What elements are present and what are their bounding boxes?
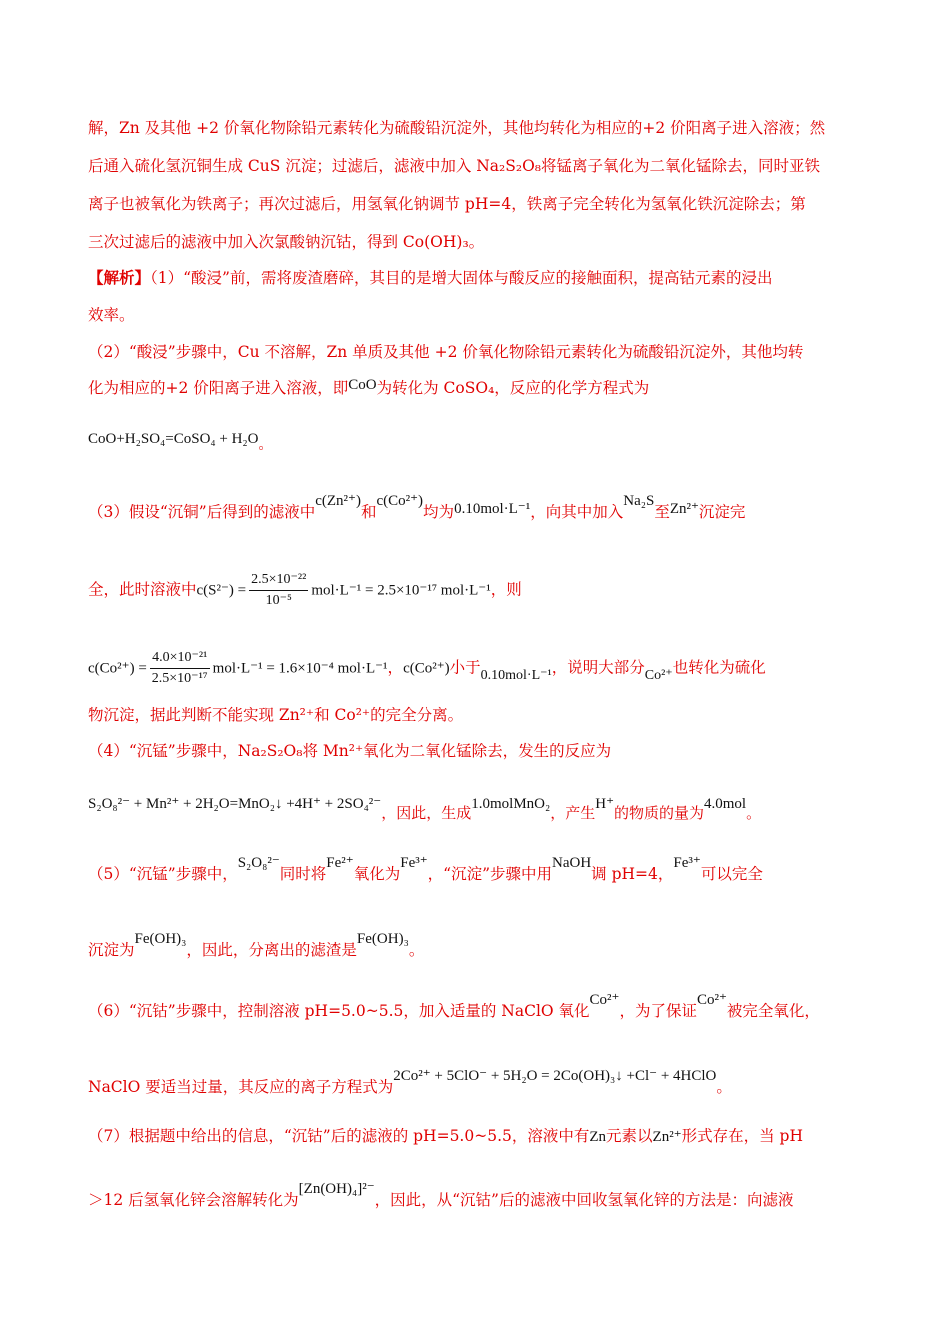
equation-2-result: 4.0mol [704,796,747,812]
part3-text-h: ，则 [490,580,522,599]
part6-text-c: 被完全氧化， [726,1002,820,1020]
formula-c-co-2: c(Co²⁺) [403,660,450,677]
formula-c-co: c(Co²⁺) [376,493,424,509]
text-line-2: 后通入硫化氢沉铜生成 CuS 沉淀；过滤后，滤液中加入 Na₂S₂O₈将锰离子氧化为二氧化锰除去，同时亚铁 [88,157,821,175]
text-line-1: 解，Zn 及其他 +2 价氧化物除铅元素转化为硫酸铅沉淀外，其他均转化为相应的+2 价阳离子进入溶液；然 [88,119,826,137]
part5-end: 。 [408,941,425,959]
analysis-line-1 [88,268,890,288]
fraction-co-num: 4.0×10⁻²¹ [150,648,210,669]
formula-fe3: Fe³⁺ [400,855,428,871]
part4-line-1: （4）“沉锰”步骤中，Na₂S₂O₈将 Mn²⁺氧化为二氧化锰除去，发生的反应为 [88,742,612,760]
formula-zn-ion: Zn²⁺ [652,1129,682,1145]
part6-line-1 [88,992,890,1022]
part5-text-e: 调 pH=4， [591,865,674,883]
formula-co-ion: Co²⁺ [644,667,673,683]
part3-text-b: 和 [360,503,377,521]
part5-line-1 [88,855,890,885]
part3-line-3: c(Co²⁺) = $\frac{\text{4.0×10⁻²¹}}{\text{2.5×10⁻¹⁷}}$ mol·L⁻¹ = 1.6×10⁻⁴ mol·L⁻¹，c(Co²⁺)小于0.10mol·L⁻¹，说明大部分Co²⁺也转化为硫化 [88,648,890,689]
part5-line-2 [88,931,890,961]
fraction-s-num: 2.5×10⁻²² [249,570,308,591]
part5-text-d: ，“沉淀”步骤中用 [427,865,553,883]
equation-1 [88,428,273,453]
part7-text-d: ＞12 后氢氧化锌会溶解转化为 [88,1191,299,1209]
equation-1-text: CoO+H₂SO₄=CoSO₄ + H₂O [88,431,259,447]
equation-2-mol: 1.0mol [471,796,514,812]
part7-text-a: （7）根据题中给出的信息，“沉钴”后的滤液的 pH=5.0~5.5，溶液中有 [88,1127,590,1145]
formula-feoh3: Fe(OH)₃ [134,931,187,947]
part3-text-d: ，向其中加入 [530,503,624,521]
formula-naoh: NaOH [552,855,592,871]
part5-text-f: 可以完全 [700,865,763,883]
equation-2-h: H⁺ [595,796,614,812]
fraction-s [249,570,308,611]
part2-line-2 [88,378,890,399]
formula-c-co-eq: c(Co²⁺) = [88,660,147,677]
fraction-co-den: 2.5×10⁻¹⁷ [151,671,208,686]
equation-1-end: 。 [258,438,273,453]
text-line-3: 离子也被氧化为铁离子；再次过滤后，用氢氧化钠调节 pH=4，铁离子完全转化为氢氧化铁沉淀除去；第 [88,195,806,213]
part6-text-d: NaClO 要适当过量，其反应的离子方程式为 [88,1078,394,1096]
part3-text-j: ，说明大部分 [551,658,645,677]
fraction-s-den: 10⁻⁵ [265,593,292,608]
part2-text-a: 化为相应的+2 价阳离子进入溶液，即 [88,379,349,397]
formula-s-result: mol·L⁻¹ = 2.5×10⁻¹⁷ mol·L⁻¹ [311,582,491,599]
formula-c-zn: c(Zn²⁺) [315,493,361,509]
formula-fe2: Fe²⁺ [326,855,354,871]
equation-2-mno2: MnO₂ [513,796,551,812]
formula-co-ion-2: Co²⁺ [589,992,620,1008]
part7-text-b: 元素以 [606,1127,653,1145]
formula-zn: Zn²⁺ [669,501,699,517]
formula-zn-elem: Zn [589,1129,607,1145]
part7-text-c: 形式存在，当 pH [681,1127,803,1145]
analysis-line-2: 效率。 [88,306,135,324]
text-line-4: 三次过滤后的滤液中加入次氯酸钠沉钴，得到 Co(OH)₃。 [88,233,485,251]
part3-text-g: 全，此时溶液中 [88,580,197,599]
formula-feoh3-2: Fe(OH)₃ [356,931,409,947]
part2-line-1: （2）“酸浸”步骤中，Cu 不溶解，Zn 单质及其他 +2 价氧化物除铅元素转化为硫酸铅沉淀外，其他均转 [88,343,804,361]
equation-2-text: S₂O₈²⁻ + Mn²⁺ + 2H₂O=MnO₂↓ +4H⁺ + 2SO₄²⁻ [88,796,382,812]
formula-na2s: Na₂S [623,493,655,509]
part5-text-b: 同时将 [279,865,327,883]
equation-2-end: 。 [746,806,762,822]
equation-2-text-a: ，因此，生成 [381,806,472,822]
analysis-tag: 【解析】 [88,268,151,287]
part5-text-g: 沉淀为 [88,941,135,959]
part3-text-f: 沉淀完 [698,503,746,521]
part7-text-e: ，因此，从“沉钴”后的滤液中回收氢氧化锌的方法是：向滤液 [374,1191,794,1209]
part6-text-a: （6）“沉钴”步骤中，控制溶液 pH=5.0~5.5，加入适量的 NaClO 氧化 [88,1002,590,1020]
analysis-text: （1）“酸浸”前，需将废渣磨碎，其目的是增大固体与酸反应的接触面积，提高钴元素的浸出 [150,269,773,287]
formula-co-ion-3: Co²⁺ [696,992,727,1008]
fraction-co [150,648,210,689]
part3-text-i: 小于 [449,658,481,677]
part2-text-b: 为转化为 CoSO₄，反应的化学方程式为 [376,379,650,397]
equation-3-end: 。 [716,1078,732,1096]
formula-c-s: c(S²⁻) = [196,582,247,599]
part3-text-k: 也转化为硫化 [672,658,766,677]
formula-coo: CoO [348,377,377,393]
part3-text-e: 至 [654,503,670,521]
part3-text-c: 均为 [423,503,455,521]
part6-text-b: ，为了保证 [619,1002,697,1020]
formula-zincate: [Zn(OH)₄]²⁻ [298,1181,375,1197]
part5-text-c: 氧化为 [353,865,401,883]
part5-text-a: （5）“沉锰”步骤中， [88,865,238,883]
equation-2 [88,792,762,822]
formula-s2o8: S₂O₈²⁻ [237,855,280,871]
formula-conc-2: 0.10mol·L⁻¹ [480,667,552,683]
part3-line-2 [88,570,890,611]
equation-2-text-b: ，产生 [550,806,596,822]
part5-text-h: ，因此，分离出的滤渣是 [186,941,357,959]
part3-text-a: （3）假设“沉铜”后得到的滤液中 [88,503,316,521]
part3-line-4: 物沉淀，据此判断不能实现 Zn²⁺和 Co²⁺的完全分离。 [88,706,464,724]
part6-line-2 [88,1068,890,1098]
equation-2-text-c: 的物质的量为 [614,806,705,822]
part3-line-1 [88,493,890,523]
part7-line-1 [88,1126,890,1147]
formula-conc: 0.10mol·L⁻¹ [454,501,531,517]
formula-co-result: mol·L⁻¹ = 1.6×10⁻⁴ mol·L⁻¹ [212,660,388,677]
equation-3: 2Co²⁺ + 5ClO⁻ + 5H₂O = 2Co(OH)₃↓ +Cl⁻ + 4HClO [393,1068,717,1084]
part7-line-2 [88,1181,890,1211]
formula-fe3-2: Fe³⁺ [673,855,701,871]
